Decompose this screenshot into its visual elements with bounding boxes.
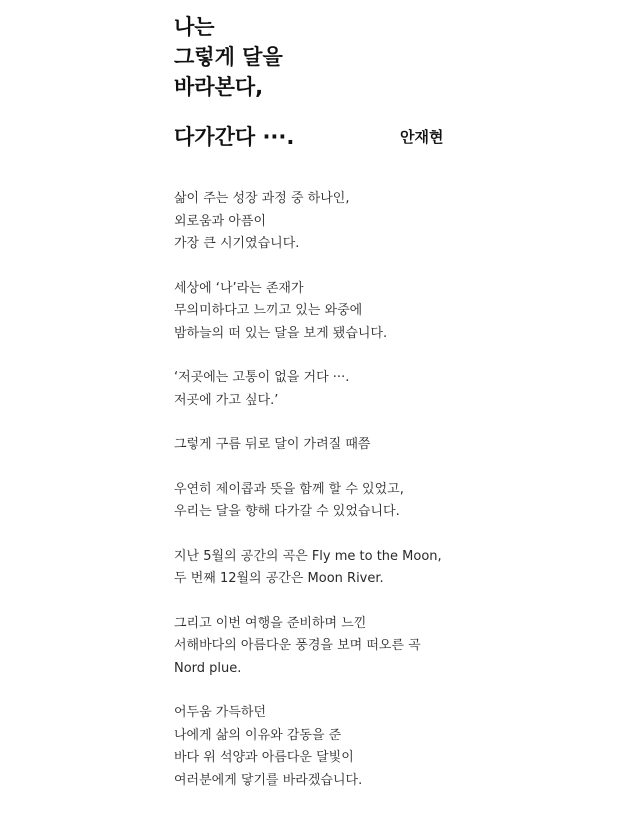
poem-line: 외로움과 아픔이: [174, 213, 267, 229]
poem-line: 여러분에게 닿기를 바라겠습니다.: [174, 772, 363, 788]
poem-line: 우연히 제이콥과 뜻을 함께 할 수 있었고,: [174, 481, 404, 497]
stanza: [174, 434, 614, 457]
poem-line: 그렇게 구름 뒤로 달이 가려질 때쯤: [174, 437, 371, 452]
stanza: [174, 702, 614, 792]
poem-line: 가장 큰 시기였습니다.: [174, 236, 300, 251]
poem-line: Nord plue.: [174, 660, 242, 676]
stanza: [174, 546, 614, 591]
title-line-2: 그렇게 달을: [174, 45, 283, 69]
poem-line: 어두움 가득하던: [174, 705, 267, 720]
poem-line: 서해바다의 아름다운 풍경을 보며 떠오른 곡: [174, 638, 421, 653]
poem-line: 그리고 이번 여행을 준비하며 느낀: [174, 615, 367, 631]
poem-line: 바다 위 석양과 아름다운 달빛이: [174, 750, 354, 765]
poem-line: 삶이 주는 성장 과정 중 하나인,: [174, 191, 350, 206]
poem-line: 우리는 달을 향해 다가갈 수 있었습니다.: [174, 504, 400, 519]
author-name: 안재현: [400, 128, 444, 146]
stanza: [174, 479, 614, 524]
title-line-3: 바라본다,: [174, 75, 264, 99]
title-line-1: 나는: [174, 15, 215, 39]
poem-line: 두 번째 12월의 공간은 Moon River.: [174, 571, 384, 586]
title-spacer: [174, 102, 474, 122]
poem-line: 무의미하다고 느끼고 있는 와중에: [174, 303, 363, 318]
stanza: [174, 367, 614, 412]
poem-line: ‘저곳에는 고통이 없을 거다 ···.: [174, 370, 350, 385]
poem-line: 나에게 삶의 이유와 감동을 준: [174, 727, 342, 743]
poem-line: 세상에 ‘나’라는 존재가: [174, 280, 304, 296]
title-line-4: 다가간다 ···.: [174, 125, 295, 149]
poem-body: [174, 188, 614, 814]
stanza: [174, 613, 614, 681]
poem-line: 저곳에 가고 싶다.’: [174, 392, 279, 408]
stanza: [174, 278, 614, 346]
poem-line: 밤하늘의 떠 있는 달을 보게 됐습니다.: [174, 325, 388, 341]
stanza: [174, 188, 614, 256]
poem-line: 지난 5월의 공간의 곡은 Fly me to the Moon,: [174, 548, 442, 564]
